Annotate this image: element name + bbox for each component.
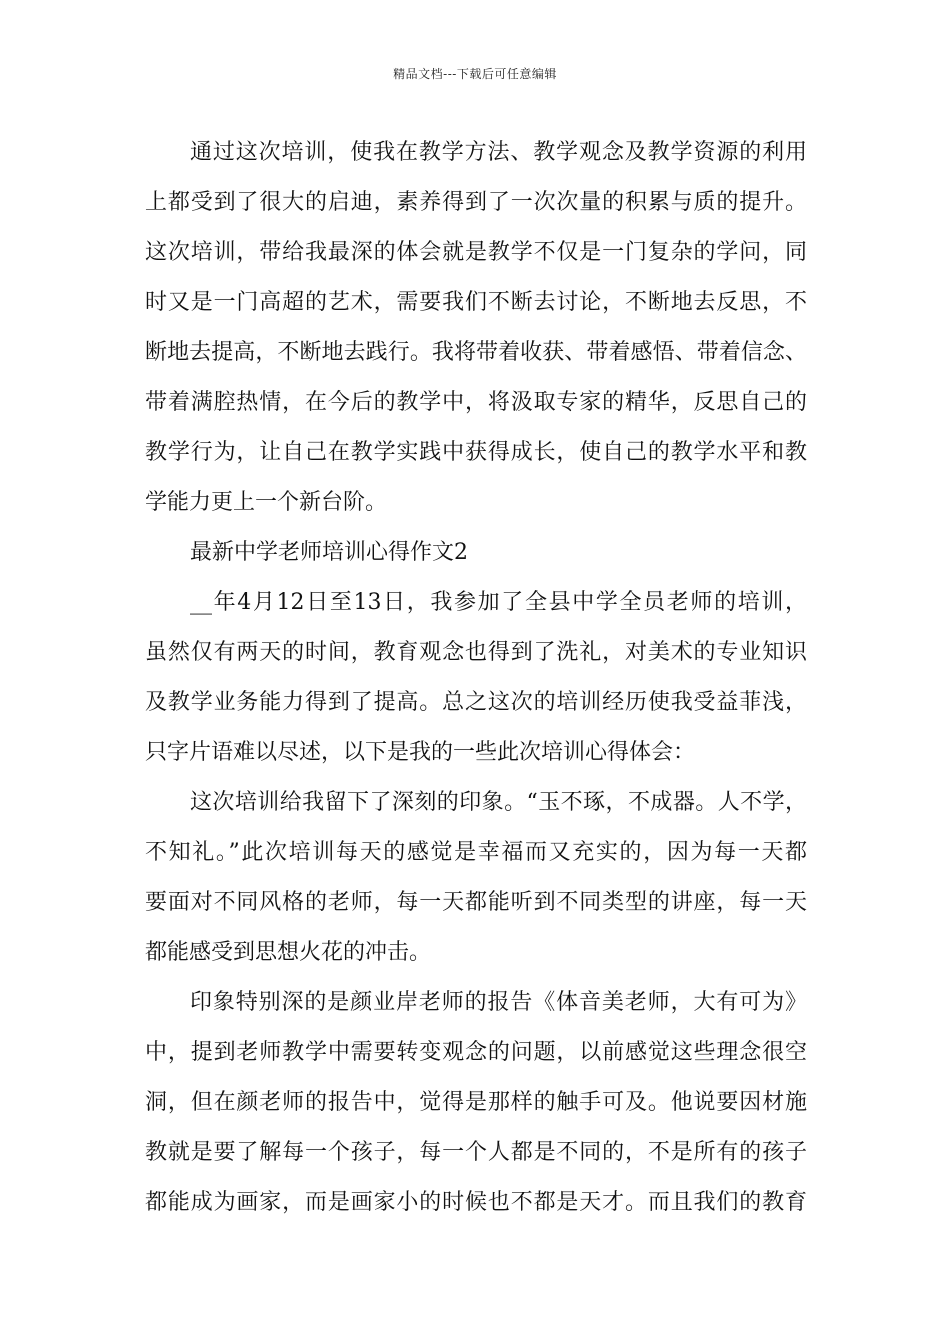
text-line: 不知礼。”此次培训每天的感觉是幸福而又充实的，因为每一天都	[145, 840, 807, 865]
text-line: 印象特别深的是颜业岸老师的报告《体音美老师，大有可为》	[190, 990, 807, 1015]
text-line: 只字片语难以尽述，以下是我的一些此次培训心得体会：	[145, 740, 696, 765]
text-line: 要面对不同风格的老师，每一天都能听到不同类型的讲座，每一天	[145, 890, 807, 915]
text-line: 这次培训，带给我最深的体会就是教学不仅是一门复杂的学问，同	[145, 240, 807, 265]
text-line: 教就是要了解每一个孩子，每一个人都是不同的，不是所有的孩子	[145, 1140, 807, 1165]
text-line: 最新中学老师培训心得作文2	[190, 540, 468, 565]
text-line: 断地去提高，不断地去践行。我将带着收获、带着感悟、带着信念、	[145, 340, 807, 365]
text-line: 时又是一门高超的艺术，需要我们不断去讨论，不断地去反思，不	[145, 290, 807, 315]
text-line: 及教学业务能力得到了提高。总之这次的培训经历使我受益菲浅，	[145, 690, 807, 715]
text-line: 中，提到老师教学中需要转变观念的问题，以前感觉这些理念很空	[145, 1040, 807, 1065]
document-body	[145, 128, 807, 1228]
text-line: 虽然仅有两天的时间，教育观念也得到了洗礼，对美术的专业知识	[145, 640, 807, 665]
text-line: 上都受到了很大的启迪，素养得到了一次次量的积累与质的提升。	[145, 190, 807, 215]
page-header: 精品文档---下载后可任意编辑	[393, 67, 557, 81]
text-line: 通过这次培训，使我在教学方法、教学观念及教学资源的利用	[190, 140, 807, 165]
text-line: 这次培训给我留下了深刻的印象。“玉不琢，不成器。人不学，	[190, 790, 807, 815]
text-line: 教学行为，让自己在教学实践中获得成长，使自己的教学水平和教	[145, 440, 807, 465]
text-line: 都能感受到思想火花的冲击。	[145, 940, 432, 965]
text-line: 带着满腔热情，在今后的教学中，将汲取专家的精华，反思自己的	[145, 390, 807, 415]
text-line: __年4月12日至13日，我参加了全县中学全员老师的培训，	[190, 590, 807, 615]
text-line: 洞，但在颜老师的报告中，觉得是那样的触手可及。他说要因材施	[145, 1090, 807, 1115]
text-line: 学能力更上一个新台阶。	[145, 490, 388, 515]
text-line: 都能成为画家，而是画家小的时候也不都是天才。而且我们的教育	[145, 1190, 807, 1215]
